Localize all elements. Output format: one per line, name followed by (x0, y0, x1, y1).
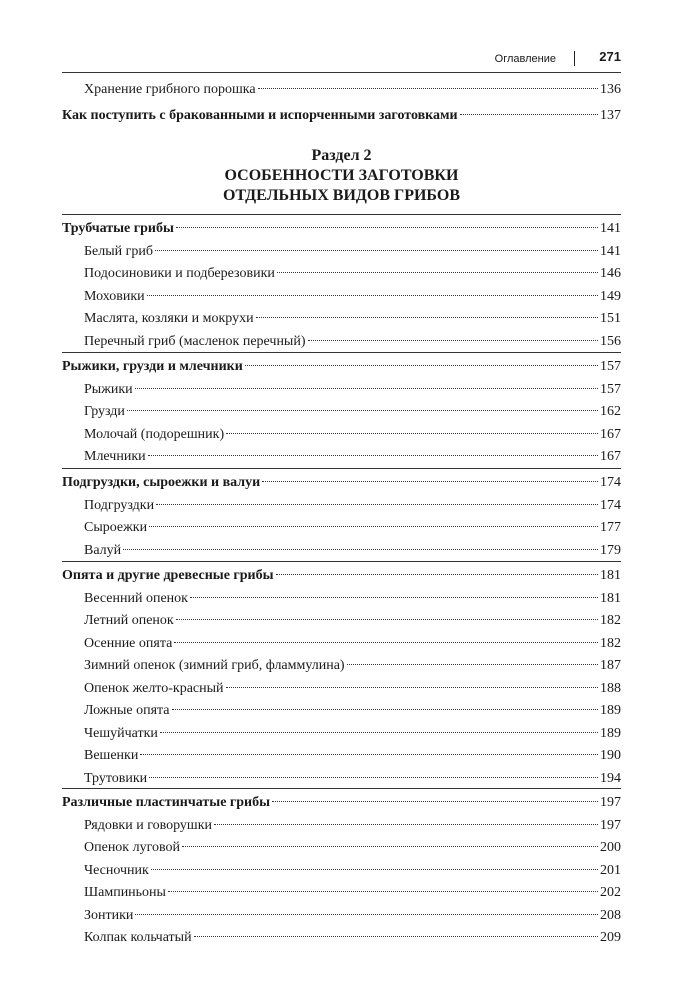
toc-group-heading[interactable] (62, 566, 621, 585)
toc-entry-page: 174 (600, 475, 621, 490)
toc-entry-page: 188 (600, 680, 621, 696)
toc-entry-page: 197 (600, 795, 621, 810)
toc-entry-label: Зимний опенок (зимний гриб, фламмулина) (84, 658, 345, 673)
toc-entry-label: Опята и другие древесные грибы (62, 568, 274, 583)
toc-entry[interactable] (84, 816, 621, 835)
toc-entry-page: 208 (600, 907, 621, 923)
toc-entry-label: Чешуйчатки (84, 725, 158, 741)
toc-entry-label: Зонтики (84, 907, 134, 923)
toc-entry-page: 197 (600, 817, 621, 833)
dot-leader (277, 272, 598, 273)
dot-leader (156, 504, 598, 505)
toc-entry-page: 141 (600, 243, 621, 259)
toc-entry-label: Рядовки и говорушки (84, 817, 213, 833)
toc-entry[interactable] (84, 447, 621, 466)
toc-entry-page: 156 (600, 333, 621, 349)
dot-leader (226, 433, 598, 434)
dot-leader (190, 597, 598, 598)
section-heading-3: ОТДЕЛЬНЫХ ВИДОВ ГРИБОВ (222, 187, 460, 204)
dot-leader (176, 227, 598, 228)
toc-entry-page: 157 (600, 381, 621, 397)
group-divider (62, 561, 621, 562)
toc-entry-page: 187 (600, 658, 621, 673)
group-divider (62, 468, 621, 469)
toc-entry[interactable] (84, 769, 621, 788)
toc-entry-page: 190 (600, 748, 621, 763)
toc-entry-label: Подгруздки (84, 497, 155, 513)
page-number: 271 (599, 49, 621, 64)
dot-leader (182, 846, 598, 847)
dot-leader (226, 687, 598, 688)
toc-group-heading[interactable] (62, 473, 621, 492)
toc-entry[interactable] (84, 656, 621, 675)
toc-entry-label: Валуй (84, 542, 122, 558)
dot-leader (276, 574, 598, 575)
dot-leader (168, 891, 598, 892)
toc-entry-label: Рыжики (84, 381, 133, 397)
toc-entry[interactable] (62, 106, 621, 125)
toc-entry-label: Различные пластинчатые грибы (62, 795, 271, 810)
toc-entry[interactable] (84, 838, 621, 857)
toc-group-heading[interactable] (62, 357, 621, 376)
dot-leader (160, 732, 598, 733)
toc-entry-label: Опенок желто-красный (84, 680, 224, 696)
toc-entry[interactable] (84, 264, 621, 283)
toc-entry-page: 182 (600, 613, 621, 628)
toc-entry-page: 136 (600, 82, 621, 97)
toc-entry-page: 177 (600, 520, 621, 535)
section-heading-2: ОСОБЕННОСТИ ЗАГОТОВКИ (224, 167, 459, 184)
toc-entry[interactable] (84, 746, 621, 765)
toc-entry[interactable] (84, 861, 621, 880)
group-divider (62, 214, 621, 215)
toc-entry[interactable] (84, 380, 621, 399)
toc-entry-label: Молочай (подорешник) (84, 426, 225, 442)
toc-entry-page: 151 (600, 311, 621, 326)
toc-entry[interactable] (84, 496, 621, 515)
dot-leader (460, 114, 598, 115)
toc-entry-label: Ложные опята (84, 703, 170, 718)
toc-entry[interactable] (84, 701, 621, 720)
toc-entry-label: Моховики (84, 288, 145, 304)
toc-entry-label: Белый гриб (84, 243, 153, 259)
dot-leader (147, 295, 598, 296)
toc-entry-label: Маслята, козляки и мокрухи (84, 311, 254, 326)
toc-entry-page: 179 (600, 542, 621, 558)
running-header (62, 48, 621, 73)
dot-leader (149, 526, 598, 527)
dot-leader (123, 549, 598, 550)
toc-entry-page: 201 (600, 862, 621, 878)
toc-entry-label: Вешенки (84, 748, 139, 763)
toc-entry-label: Шампиньоны (84, 885, 166, 900)
toc-entry-label: Хранение грибного порошка (84, 82, 256, 97)
toc-entry-page: 162 (600, 404, 621, 419)
toc-entry-page: 167 (600, 426, 621, 442)
dot-leader (347, 664, 598, 665)
toc-entry-label: Осенние опята (84, 635, 173, 651)
toc-entry[interactable] (84, 724, 621, 743)
dot-leader (140, 754, 598, 755)
running-title: Оглавление (494, 53, 556, 65)
dot-leader (127, 410, 598, 411)
toc-entry[interactable] (84, 425, 621, 444)
group-divider (62, 788, 621, 789)
dot-leader (245, 365, 598, 366)
toc-entry[interactable] (84, 883, 621, 902)
toc-entry-page: 189 (600, 703, 621, 718)
toc-entry[interactable] (84, 80, 621, 99)
toc-entry-page: 149 (600, 288, 621, 304)
toc-entry-page: 137 (600, 108, 621, 123)
header-separator (574, 51, 576, 66)
toc-entry-page: 181 (600, 590, 621, 606)
toc-entry-page: 209 (600, 930, 621, 945)
toc-entry-page: 202 (600, 885, 621, 900)
dot-leader (155, 250, 598, 251)
toc-entry-page: 200 (600, 840, 621, 855)
toc-entry-label: Млечники (84, 449, 146, 464)
toc-entry-label: Весенний опенок (84, 590, 188, 606)
dot-leader (176, 619, 598, 620)
toc-entry[interactable] (84, 518, 621, 537)
group-divider (62, 352, 621, 353)
dot-leader (149, 777, 598, 778)
dot-leader (214, 824, 598, 825)
dot-leader (148, 455, 598, 456)
toc-entry-label: Как поступить с бракованными и испорченными заготовками (62, 108, 458, 123)
toc-entry-label: Сыроежки (84, 520, 148, 535)
dot-leader (308, 340, 599, 341)
dot-leader (135, 914, 598, 915)
toc-entry-label: Опенок луговой (84, 840, 180, 855)
toc-entry[interactable] (84, 287, 621, 306)
toc-entry-label: Подосиновики и подберезовики (84, 266, 275, 281)
toc-entry-page: 146 (600, 266, 621, 281)
toc-entry-label: Грузди (84, 404, 125, 419)
dot-leader (194, 936, 598, 937)
toc-entry-label: Подгруздки, сыроежки и валуи (62, 475, 261, 490)
dot-leader (135, 388, 598, 389)
toc-entry-label: Трутовики (84, 770, 148, 786)
toc-entry-page: 157 (600, 359, 621, 374)
toc-entry-page: 182 (600, 635, 621, 651)
dot-leader (174, 642, 598, 643)
toc-entry-page: 141 (600, 221, 621, 236)
toc-group-heading[interactable] (62, 219, 621, 238)
toc-entry[interactable] (84, 332, 621, 351)
toc-entry[interactable] (84, 309, 621, 328)
dot-leader (151, 869, 598, 870)
toc-entry[interactable] (84, 928, 621, 947)
dot-leader (172, 709, 598, 710)
toc-entry[interactable] (84, 611, 621, 630)
toc-entry-label: Рыжики, грузди и млечники (62, 359, 243, 374)
toc-entry-page: 181 (600, 568, 621, 583)
toc-entry-label: Перечный гриб (масленок перечный) (84, 333, 306, 349)
toc-entry-page: 189 (600, 725, 621, 741)
toc-entry-page: 194 (600, 770, 621, 786)
toc-entry[interactable] (84, 402, 621, 421)
toc-entry[interactable] (84, 679, 621, 698)
toc-entry[interactable] (84, 634, 621, 653)
toc-entry-page: 167 (600, 449, 621, 464)
dot-leader (258, 88, 598, 89)
toc-entry-label: Трубчатые грибы (62, 221, 174, 236)
toc-group-heading[interactable] (62, 793, 621, 812)
section-heading-1: Раздел 2 (311, 147, 372, 164)
toc-entry[interactable] (84, 242, 621, 261)
toc-entry[interactable] (84, 906, 621, 925)
toc-entry-label: Чесночник (84, 862, 149, 878)
toc-entry-label: Колпак кольчатый (84, 930, 192, 945)
dot-leader (256, 317, 598, 318)
toc-entry[interactable] (84, 589, 621, 608)
toc-entry-page: 174 (600, 497, 621, 513)
dot-leader (272, 801, 598, 802)
toc-entry-label: Летний опенок (84, 613, 174, 628)
toc-entry[interactable] (84, 541, 621, 560)
dot-leader (262, 481, 598, 482)
